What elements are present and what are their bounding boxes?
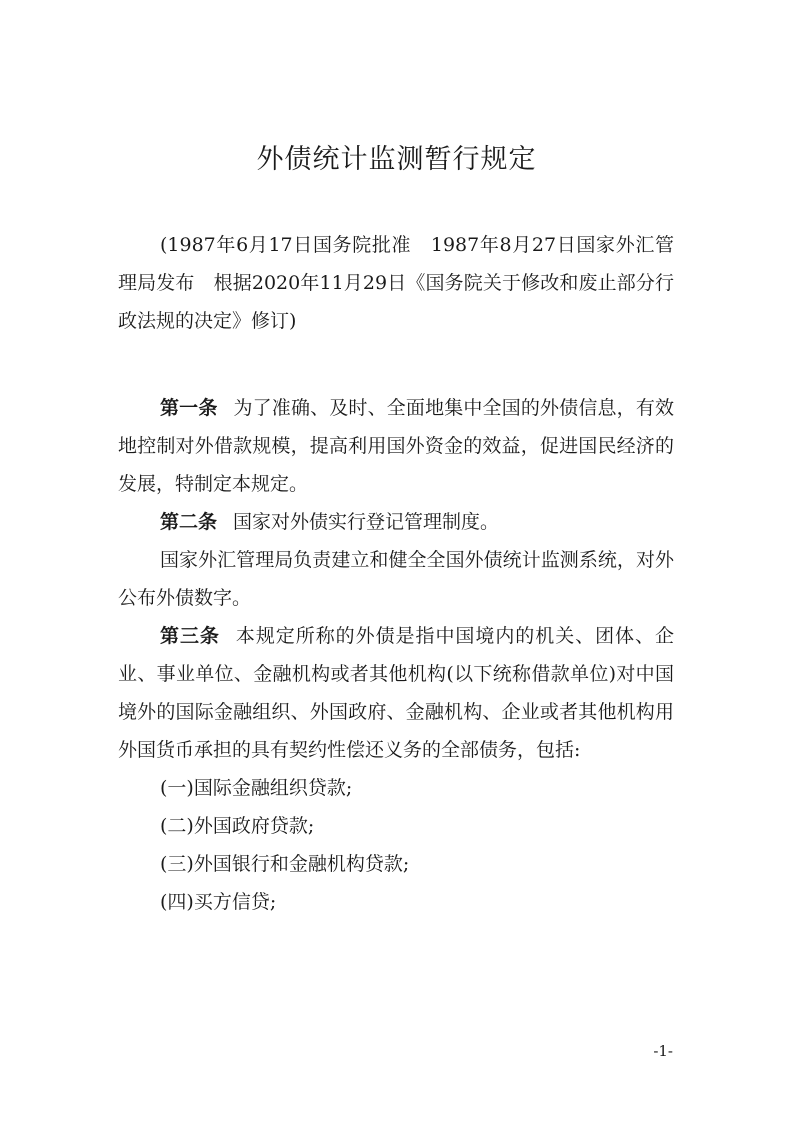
- article-2-text: 国家对外债实行登记管理制度。: [233, 511, 500, 533]
- document-title: 外债统计监测暂行规定: [256, 144, 537, 175]
- article-3-text: 本规定所称的外债是指中国境内的机关、团体、企业、事业单位、金融机构或者其他机构(以下统称借款单位)对中国境外的国际金融组织、外国政府、金融机构、企业或者其他机构用外国货币承担的具有契约性偿还义务的全部债务，包括:: [118, 625, 674, 761]
- document-subtitle: (1987年6月17日国务院批准 1987年8月27日国家外汇管理局发布 根据2020年11月29日《国务院关于修改和废止部分行政法规的决定》修订): [118, 234, 674, 332]
- article-3: [118, 617, 674, 769]
- list-item: (一)国际金融组织贷款;: [160, 777, 353, 799]
- page-number: -1-: [653, 1042, 673, 1060]
- subtitle-block: [118, 226, 674, 340]
- list-item: (三)外国银行和金融机构贷款;: [160, 853, 410, 875]
- article-2: [118, 503, 674, 541]
- article-2-label: 第二条: [160, 511, 218, 533]
- document-body: [118, 389, 674, 921]
- article-1-label: 第一条: [160, 397, 218, 419]
- article-1-text: 为了准确、及时、全面地集中全国的外债信息，有效地控制对外借款规模，提高利用国外资金的效益，促进国民经济的发展，特制定本规定。: [118, 397, 674, 495]
- list-item: (四)买方信贷;: [160, 891, 277, 913]
- list-item: (二)外国政府贷款;: [160, 815, 315, 837]
- article-1: [118, 389, 674, 503]
- article-2-paragraph-2: 国家外汇管理局负责建立和健全全国外债统计监测系统，对外公布外债数字。: [118, 549, 674, 609]
- article-3-label: 第三条: [160, 625, 220, 647]
